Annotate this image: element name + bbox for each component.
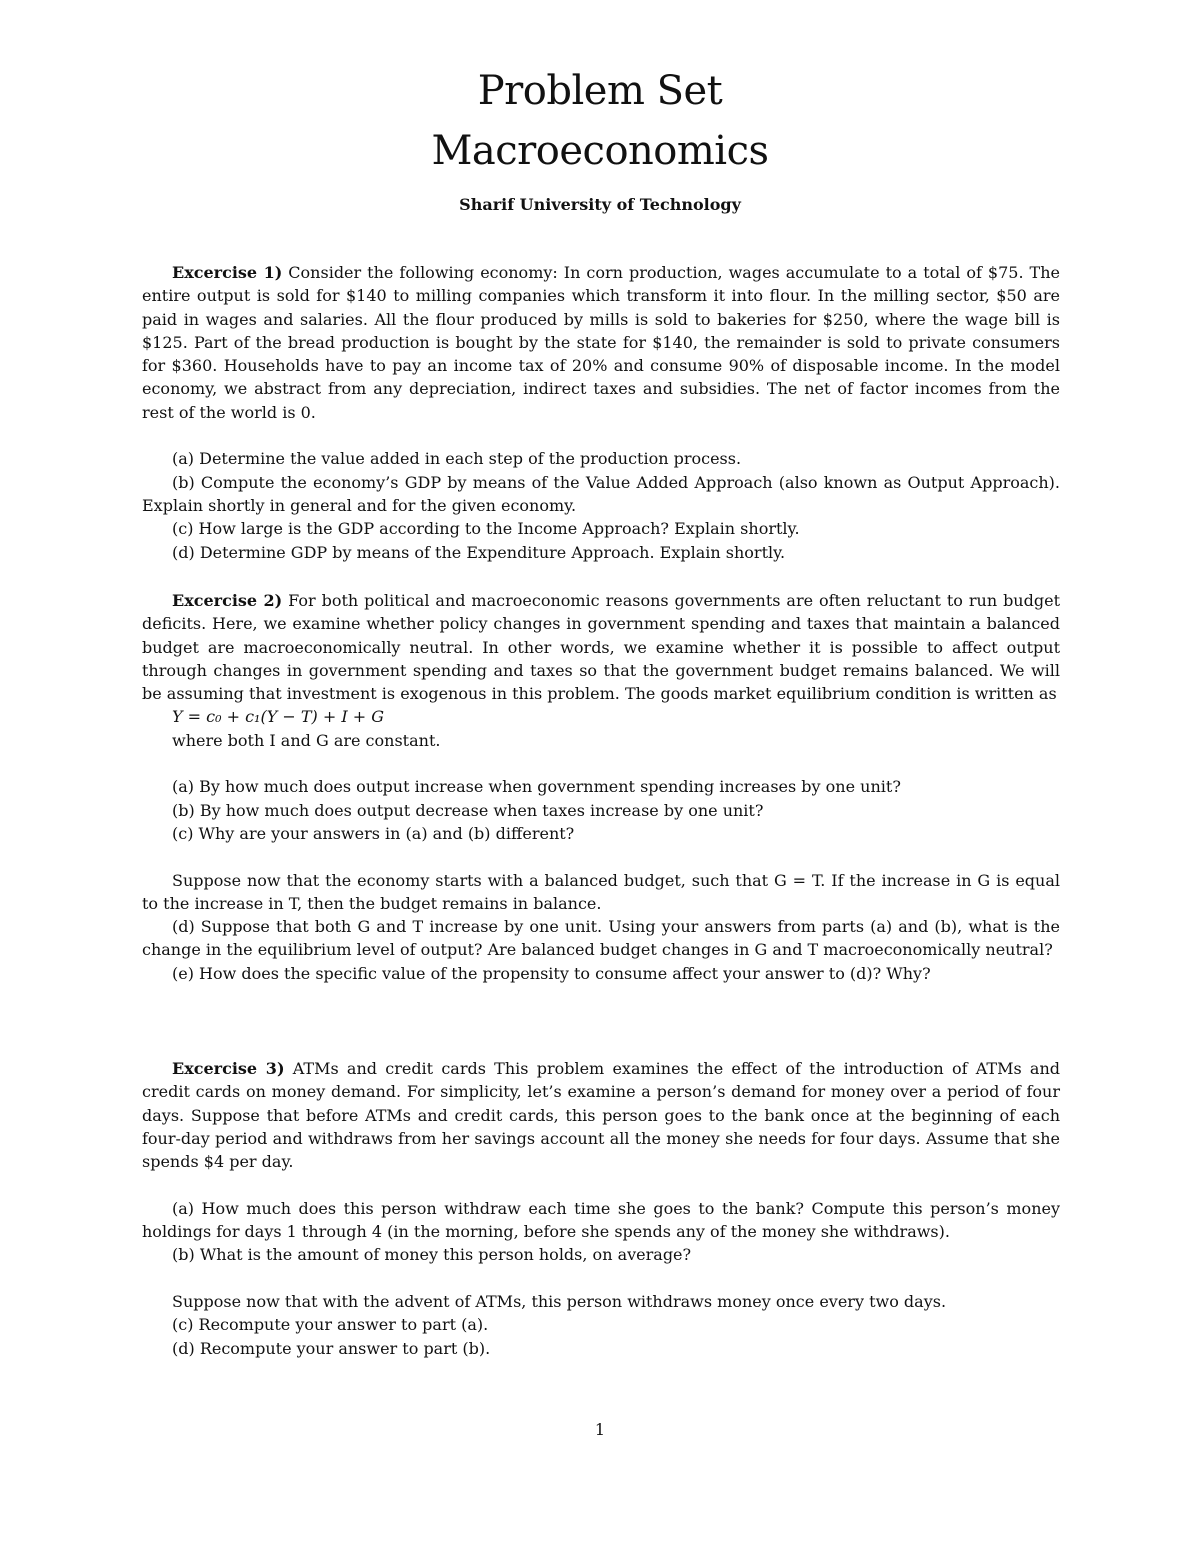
- exercise-2-suppose: Suppose now that the economy starts with a balanced budget, such that G = T. If the increase in G is equal to the increase in T, then the budget remains in balance.: [142, 870, 1060, 913]
- exercise-2-question-e: (e) How does the specific value of the propensity to consume affect your answer to (d)? Why?: [172, 963, 931, 983]
- exercise-3-text: ATMs and credit cards This problem examines the effect of the introduction of ATMs and credit cards on money demand. For simplicity, let’s examine a person’s demand for money over a period of four days. Suppose that before ATMs and credit cards, this person goes to the bank once at the beginning of each four-day period and withdraws from her savings account all the money she needs for four days. Assume that she spends $4 per day.: [142, 1059, 1060, 1172]
- exercise-2-question-c: (c) Why are your answers in (a) and (b) different?: [172, 823, 575, 843]
- exercise-1-heading: Excercise 1): [172, 263, 283, 282]
- exercise-1-question-a: (a) Determine the value added in each step of the production process.: [172, 449, 742, 469]
- title-line-1: Problem Set: [477, 68, 723, 114]
- exercise-1-question-c: (c) How large is the GDP according to the Income Approach? Explain shortly.: [172, 519, 800, 539]
- exercise-1-question-b: (b) Compute the economy’s GDP by means of the Value Added Approach (also known as Output Approach). Explain shortly in general and for the given economy.: [142, 472, 1060, 515]
- exercise-1-intro: [142, 261, 1060, 424]
- exercise-2-heading: Excercise 2): [172, 591, 283, 610]
- exercise-3-question-b: (b) What is the amount of money this person holds, on average?: [172, 1245, 692, 1265]
- exercise-2-question-a: (a) By how much does output increase when government spending increases by one unit?: [172, 777, 901, 797]
- exercise-3: [142, 1057, 1060, 1360]
- exercise-3-intro: [142, 1057, 1060, 1173]
- affiliation: Sharif University of Technology: [459, 195, 741, 214]
- exercise-3-question-a: (a) How much does this person withdraw each time she goes to the bank? Compute this person’s money holdings for days 1 through 4 (in the morning, before she spends any of the money she withdraws).: [142, 1198, 1060, 1242]
- exercise-2-equation: Y = c₀ + c₁(Y − T) + I + G: [172, 707, 385, 727]
- page-number: 1: [594, 1420, 606, 1439]
- exercise-2: [142, 589, 1060, 985]
- exercise-1: [142, 261, 1060, 564]
- exercise-1-question-d: (d) Determine GDP by means of the Expenditure Approach. Explain shortly.: [172, 542, 786, 562]
- exercise-2-text: For both political and macroeconomic reasons governments are often reluctant to run budget deficits. Here, we examine whether policy changes in government spending and taxes that maintain a balanced budget are macroeconomically neutral. In other words, we examine whether it is possible to affect output through changes in government spending and taxes so that the government budget remains balanced. We will be assuming that investment is exogenous in this problem. The goods market equilibrium condition is written as: [142, 591, 1060, 704]
- exercise-2-intro: [142, 589, 1060, 705]
- title-line-2: Macroeconomics: [431, 128, 769, 174]
- exercise-3-question-d: (d) Recompute your answer to part (b).: [172, 1338, 491, 1358]
- exercise-2-question-d: (d) Suppose that both G and T increase by one unit. Using your answers from parts (a) and (b), what is the change in the equilibrium level of output? Are balanced budget changes in G and T macroeconomically neutral?: [142, 917, 1060, 960]
- exercise-1-text: Consider the following economy: In corn production, wages accumulate to a total of $75. The entire output is sold for $140 to milling companies which transform it into flour. In the milling sector, $50 are paid in wages and salaries. All the flour produced by mills is sold to bakeries for $250, where the wage bill is $125. Part of the bread production is bought by the state for $140, the remainder is sold to private consumers for $360. Households have to pay an income tax of 20% and consume 90% of disposable income. In the model economy, we abstract from any depreciation, indirect taxes and subsidies. The net of factor incomes from the rest of the world is 0.: [142, 263, 1060, 422]
- exercise-2-where-line: where both I and G are constant.: [172, 730, 441, 750]
- exercise-2-question-b: (b) By how much does output decrease when taxes increase by one unit?: [172, 800, 764, 820]
- exercise-3-question-c: (c) Recompute your answer to part (a).: [172, 1315, 489, 1335]
- exercise-3-suppose: Suppose now that with the advent of ATMs, this person withdraws money once every two days.: [172, 1291, 947, 1311]
- exercise-3-heading: Excercise 3): [172, 1059, 285, 1078]
